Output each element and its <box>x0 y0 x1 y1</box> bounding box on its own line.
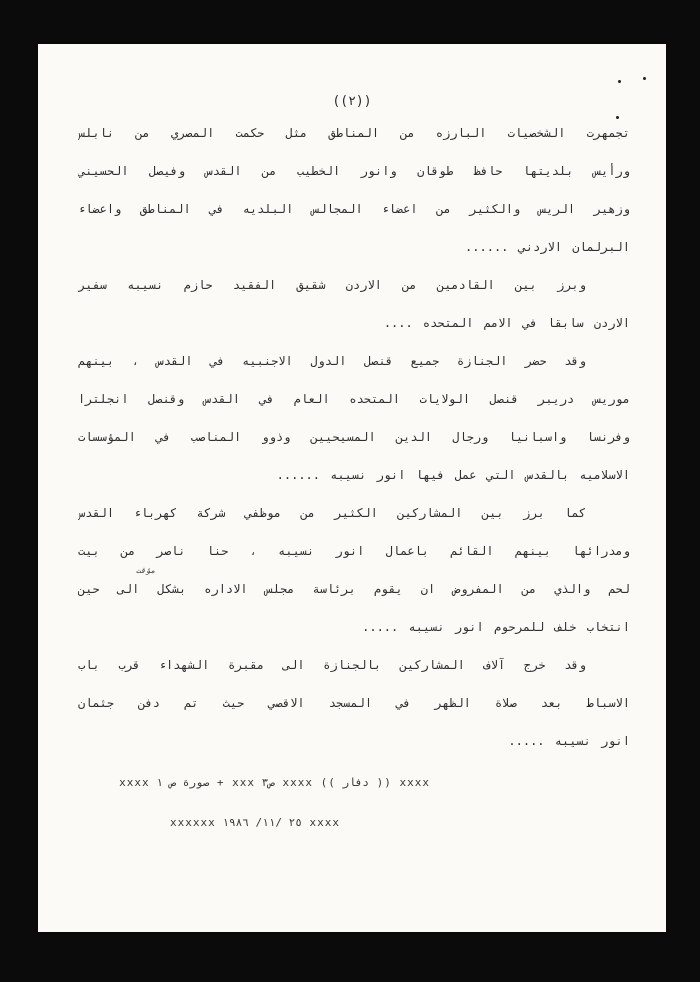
text-line: وقد خرج آلاف المشاركين بالجنازة الى مقبرة الشهداء قرب باب <box>78 658 586 672</box>
document-page <box>38 44 666 932</box>
footer-source-line: xxxx (( دفار )) xxxx ص٣ xxx + صورة ص ١ xxxx <box>119 776 430 789</box>
page-number: ((٢)) <box>332 94 372 109</box>
text-line: وقد حضر الجنازة جميع قنصل الدول الاجنبيه في القدس ، بينهم <box>78 354 586 368</box>
punch-hole-dot <box>618 80 621 83</box>
footer-date-line: xxxx ٢٥ /١١/ ١٩٨٦ xxxxxx <box>170 816 340 829</box>
text-line: الاردن سابقا في الامم المتحده .... <box>383 316 630 330</box>
text-line: كما برز بين المشاركين الكثير من موظفي شركة كهرباء القدس <box>78 506 586 520</box>
text-line: تجمهرت الشخصيات البارزه من المناطق مثل حكمت المصري من نابلس <box>78 126 630 140</box>
text-line: ورأيس بلديتها حافظ طوقان وانور الخطيب من القدس وفيصل الحسيني <box>78 164 630 178</box>
text-line: الاسباط بعد صلاة الظهر في المسجد الاقصي حيث تم دفن جثمان <box>78 696 630 710</box>
text-line: وزهير الريس والكثير من اعضاء المجالس البلديه في المناطق واعضاء <box>78 202 630 216</box>
text-line: لحم والذي من المفروض ان يقوم برئاسة مجلس الاداره بشكل الى حين <box>78 582 630 596</box>
text-line: انور نسيبه ..... <box>508 734 630 748</box>
handwritten-annotation: مؤقت <box>136 566 156 575</box>
document-body <box>78 114 630 760</box>
text-line: موريس دريبر قنصل الولايات المتحده العام في القدس وقنصل انجلترا <box>78 392 630 406</box>
text-line: البرلمان الاردني ...... <box>465 240 630 254</box>
text-line: وبرز بين القادمين من الاردن شقيق الفقيد حازم نسيبه سفير <box>78 278 586 292</box>
punch-hole-dot <box>643 77 646 80</box>
text-line: انتخاب خلف للمرحوم انور نسيبه ..... <box>362 620 630 634</box>
text-line: الاسلاميه بالقدس التي عمل فيها انور نسيبه ...... <box>276 468 630 482</box>
text-line: ومدرائها بينهم القائم باعمال انور نسيبه ، حنا ناصر من بيت <box>78 544 630 558</box>
text-line: وفرنسا واسبانيا ورجال الدين المسيحيين وذوو المناصب في المؤسسات <box>78 430 630 444</box>
